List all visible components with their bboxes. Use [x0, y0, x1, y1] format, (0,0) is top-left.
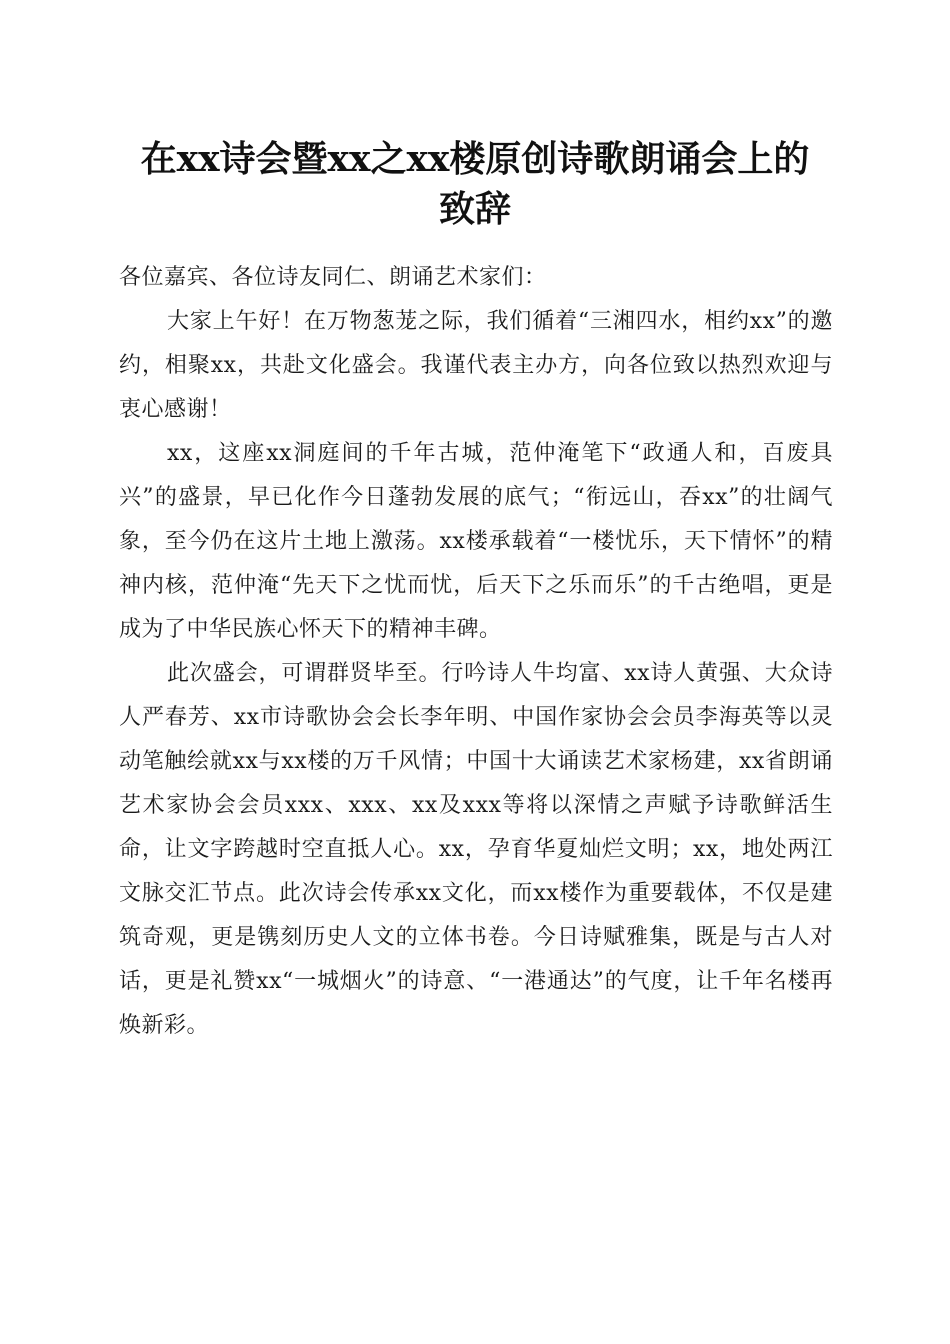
paragraph-city: xx，这座xx洞庭间的千年古城，范仲淹笔下“政通人和，百废具兴”的盛景，早已化作今日蓬勃发展的底气；“衔远山，吞xx”的壮阔气象，至今仍在这片土地上激荡。xx楼承载着“一楼忧乐，天下情怀”的精神内核，范仲淹“先天下之忧而忧，后天下之乐而乐”的千古绝唱，更是成为了中华民族心怀天下的精神丰碑。 — [119, 441, 833, 642]
document-title — [100, 134, 850, 234]
salutation: 各位嘉宾、各位诗友同仁、朗诵艺术家们： — [119, 265, 547, 290]
paragraph-event: 此次盛会，可谓群贤毕至。行吟诗人牛均富、xx诗人黄强、大众诗人严春芳、xx市诗歌协会会长李年明、中国作家协会会员李海英等以灵动笔触绘就xx与xx楼的万千风情；中国十大诵读艺术家杨建，xx省朗诵艺术家协会会员xxx、xxx、xx及xxx等将以深情之声赋予诗歌鲜活生命，让文字跨越时空直抵人心。xx，孕育华夏灿烂文明；xx，地处两江文脉交汇节点。此次诗会传承xx文化，而xx楼作为重要载体，不仅是建筑奇观，更是镌刻历史人文的立体书卷。今日诗赋雅集，既是与古人对话，更是礼赞xx“一城烟火”的诗意、“一港通达”的气度，让千年名楼再焕新彩。 — [119, 661, 833, 1038]
document-body — [119, 256, 833, 1048]
title-line-2: 致辞 — [438, 188, 511, 230]
paragraph-greeting: 大家上午好！在万物葱茏之际，我们循着“三湘四水，相约xx”的邀约，相聚xx，共赴文化盛会。我谨代表主办方，向各位致以热烈欢迎与衷心感谢！ — [119, 309, 833, 422]
title-line-1: 在xx诗会暨xx之xx楼原创诗歌朗诵会上的 — [140, 138, 810, 180]
